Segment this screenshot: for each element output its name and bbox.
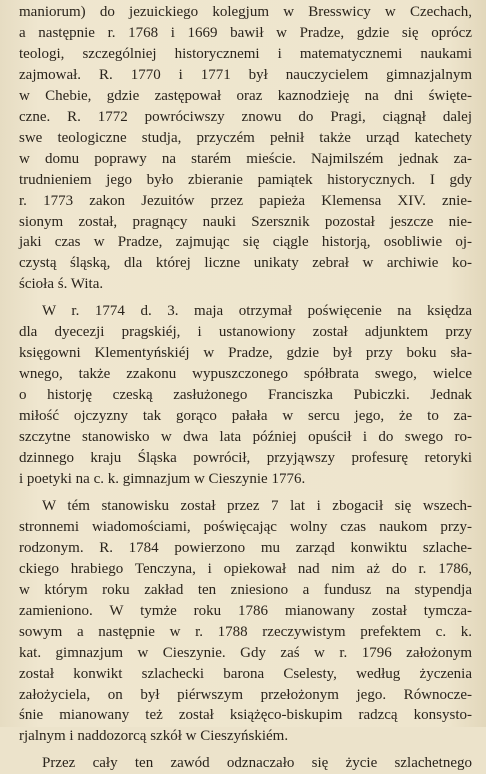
paragraph <box>19 2 472 295</box>
paragraph <box>19 753 472 774</box>
text-line: trudnieniem jego było zbieranie pamiątek historycznych. I gdy <box>19 171 472 188</box>
text-line: sionym został, pragnący nauki Szersznik pozostał jeszcze nie- <box>19 213 472 230</box>
text-line: wnego, także zzakonu wypuszczonego spółbrata swego, wielce <box>19 366 472 383</box>
text-line: dla dyecezji pragskiéj, i ustanowiony został adjunktem przy <box>19 324 472 341</box>
paragraph <box>19 496 472 747</box>
paragraph <box>19 301 472 490</box>
text-line: a następnie r. 1768 i 1669 bawił w Pradze, gdzie się oprócz <box>19 24 472 41</box>
text-line: w którym roku zakład ten zniesiono a fundusz na stypendja <box>19 581 472 598</box>
text-line: jaki czas w Pradze, zajmując się ciągle historją, osobliwie oj- <box>19 234 472 251</box>
text-line: śnie mianowany też został książęco-biskupim radzcą konsysto- <box>19 707 472 724</box>
text-line: szczytne stanowisko w dwa lata później opuścił i do swego ro- <box>19 429 472 446</box>
text-line: czystą śląską, dla której liczne unikaty zebrał w archiwie ko- <box>19 255 472 272</box>
text-line: został konwikt szlachecki barona Cselesty, według życzenia <box>19 665 472 682</box>
page-text <box>19 0 472 774</box>
text-line: w domu poprawy na starém mieście. Najmilszém jednak za- <box>19 150 472 167</box>
text-line: ścioła ś. Wita. <box>19 276 104 293</box>
text-line: W tém stanowisku został przez 7 lat i zbogacił się wszech- <box>42 497 472 514</box>
text-line: teologi, szczególniej historycznemi i matematycznemi naukami <box>19 45 472 62</box>
text-line: maniorum) do jezuickiego kolegjum w Bresswicy w Czechach, <box>19 4 472 20</box>
text-line: w Chebie, gdzie zastępował oraz kaznodzieję na dni święte- <box>19 87 472 104</box>
text-line: r. 1773 zakon Jezuitów przez papieża Klemensa XIV. znie- <box>19 192 472 209</box>
text-line: rjalnym i naddozorcą szkół w Cieszyńskiém. <box>19 728 289 745</box>
text-line: miłość ojczyzny tak gorąco pałała w sercu jego, że to za- <box>19 408 472 425</box>
text-line: założyciela, on był piérwszym przełożonym jego. Równocze- <box>19 686 472 703</box>
text-line: i poetyki na c. k. gimnazjum w Cieszynie 1776. <box>19 470 306 487</box>
text-line: o historję czeską zasłużonego Franciszka Pubiczki. Jednak <box>19 387 472 404</box>
text-line: swe teologiczne studja, przyczém pełnił także urząd katechety <box>19 129 472 146</box>
text-line: ckiego hrabiego Tenczyna, i opiekował nad nim aż do r. 1786, <box>19 560 472 577</box>
text-line: zajmował. R. 1770 i 1771 był nauczycielem gimnazjalnym <box>19 66 472 83</box>
text-line: stronnemi wiadomościami, poświęcając wolny czas naukom przy- <box>19 518 472 535</box>
text-line: dzinnego kraju Śląska powrócił, przyjąwszy profesurę retoryki <box>19 450 472 467</box>
text-line: W r. 1774 d. 3. maja otrzymał poświęcenie na księdza <box>42 303 472 320</box>
text-line: rodzonym. R. 1784 powierzono mu zarząd konwiktu szlache- <box>19 539 472 556</box>
text-line: sowym a następnie w r. 1788 rzeczywistym prefektem c. k. <box>19 623 472 640</box>
text-line: księgowni Klementyńskiéj w Pradze, gdzie był przy boku sła- <box>19 345 472 362</box>
text-line: zamieniono. W tymże roku 1786 mianowany został tymcza- <box>19 602 472 619</box>
text-line: czne. R. 1772 powróciwszy znowu do Pragi, ciągnął dalej <box>19 108 472 125</box>
text-line: kat. gimnazjum w Cieszynie. Gdy zaś w r. 1796 założonym <box>19 644 472 661</box>
text-line: Przez cały ten zawód odznaczało się życie szlachetnego <box>42 755 472 772</box>
